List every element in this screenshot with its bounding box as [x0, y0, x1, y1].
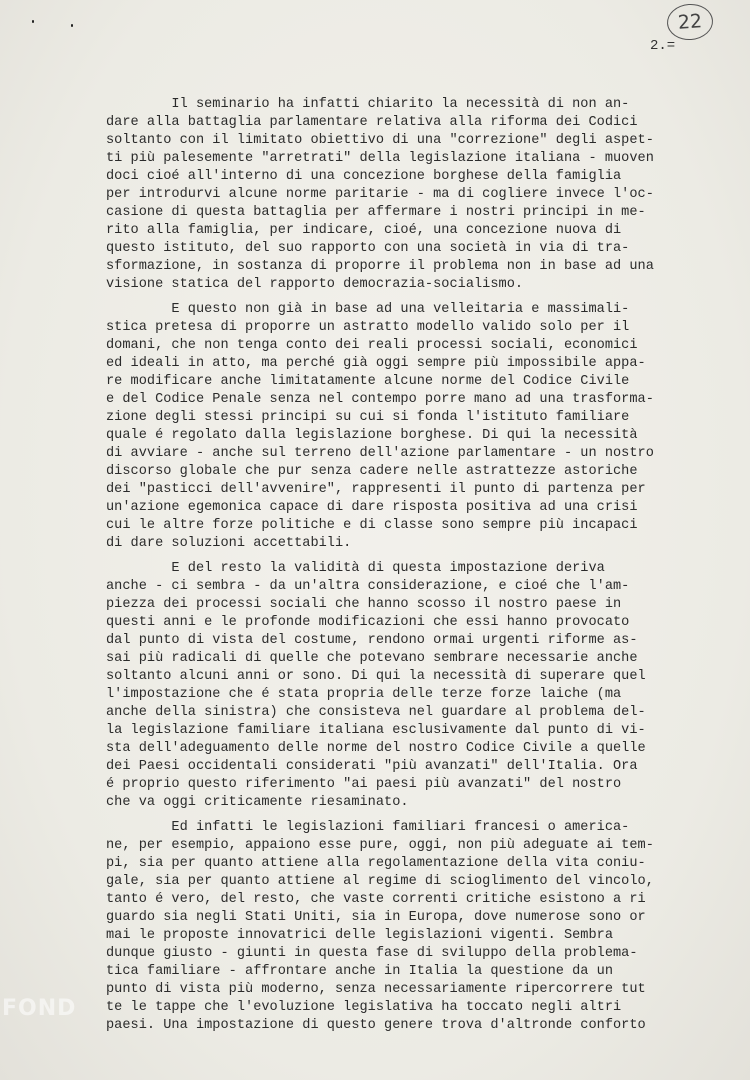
- page-stamp: 22: [666, 2, 714, 41]
- text-line: domani, che non tenga conto dei reali processi sociali, economici: [106, 338, 638, 353]
- text-line: Ed infatti le legislazioni familiari francesi o america-: [106, 820, 630, 835]
- text-line: mai le proposte innovatrici delle legislazioni vigenti. Sembra: [106, 928, 614, 943]
- text-line: pi, sia per quanto attiene alla regolamentazione della vita coniu-: [106, 856, 646, 871]
- ink-speck: [32, 20, 34, 23]
- text-line: soltanto alcuni anni or sono. Di qui la necessità di superare quel: [106, 669, 646, 684]
- text-line: un'azione egemonica capace di dare risposta positiva ad una crisi: [106, 500, 638, 515]
- text-line: sta dell'adeguamento delle norme del nostro Codice Civile a quelle: [106, 741, 646, 756]
- text-line: anche della sinistra) che consisteva nel guardare al problema del-: [106, 705, 646, 720]
- document-body: [106, 96, 716, 1042]
- text-line: guardo sia negli Stati Uniti, sia in Europa, dove numerose sono or: [106, 910, 646, 925]
- text-line: ti più palesemente "arretrati" della legislazione italiana - muoven: [106, 151, 654, 166]
- text-line: tanto é vero, del resto, che vaste correnti critiche esistono a ri: [106, 892, 646, 907]
- text-line: l'impostazione che é stata propria delle terze forze laiche (ma: [106, 687, 622, 702]
- paragraph: [106, 96, 716, 294]
- text-line: dal punto di vista del costume, rendono ormai urgenti riforme as-: [106, 633, 638, 648]
- text-line: questo istituto, del suo rapporto con una società in via di tra-: [106, 241, 630, 256]
- text-line: rito alla famiglia, per indicare, cioé, una concezione nuova di: [106, 223, 622, 238]
- text-line: dunque giusto - giunti in questa fase di sviluppo della problema-: [106, 946, 638, 961]
- text-line: sai più radicali di quelle che potevano sembrare necessarie anche: [106, 651, 638, 666]
- text-line: di dare soluzioni accettabili.: [106, 536, 352, 551]
- text-line: discorso globale che pur senza cadere nelle astrattezze astoriche: [106, 464, 638, 479]
- text-line: dei Paesi occidentali considerati "più avanzati" dell'Italia. Ora: [106, 759, 638, 774]
- text-line: tica familiare - affrontare anche in Italia la questione da un: [106, 964, 614, 979]
- ink-speck: [71, 24, 73, 27]
- text-line: per introdurvi alcune norme paritarie - ma di cogliere invece l'oc-: [106, 187, 654, 202]
- text-line: zione degli stessi principi su cui si fonda l'istituto familiare: [106, 410, 630, 425]
- text-line: re modificare anche limitatamente alcune norme del Codice Civile: [106, 374, 630, 389]
- text-line: che va oggi criticamente riesaminato.: [106, 795, 409, 810]
- text-line: E questo non già in base ad una velleitaria e massimali-: [106, 302, 630, 317]
- text-line: E del resto la validità di questa impostazione deriva: [106, 561, 605, 576]
- text-line: sformazione, in sostanza di proporre il problema non in base ad una: [106, 259, 654, 274]
- text-line: stica pretesa di proporre un astratto modello valido solo per il: [106, 320, 630, 335]
- watermark-logo: FOND: [2, 996, 77, 1021]
- text-line: Il seminario ha infatti chiarito la necessità di non an-: [106, 97, 630, 112]
- text-line: dare alla battaglia parlamentare relativa alla riforma dei Codici: [106, 115, 638, 130]
- text-line: casione di questa battaglia per affermare i nostri principi in me-: [106, 205, 646, 220]
- text-line: cui le altre forze politiche e di classe sono sempre più incapaci: [106, 518, 638, 533]
- text-line: é proprio questo riferimento "ai paesi più avanzati" del nostro: [106, 777, 622, 792]
- text-line: punto di vista più moderno, senza necessariamente ripercorrere tut: [106, 982, 646, 997]
- text-line: soltanto con il limitato obiettivo di una "correzione" degli aspet-: [106, 133, 654, 148]
- text-line: questi anni e le profonde modificazioni che essi hanno provocato: [106, 615, 630, 630]
- text-line: doci cioé all'interno di una concezione borghese della famiglia: [106, 169, 622, 184]
- text-line: quale é regolato dalla legislazione borghese. Di qui la necessità: [106, 428, 638, 443]
- text-line: ed ideali in atto, ma perché già oggi sempre più impossibile appa-: [106, 356, 646, 371]
- text-line: dei "pasticci dell'avvenire", rappresenti il punto di partenza per: [106, 482, 646, 497]
- paragraph: [106, 560, 716, 812]
- text-line: paesi. Una impostazione di questo genere trova d'altronde conforto: [106, 1018, 646, 1033]
- text-line: di avviare - anche sul terreno dell'azione parlamentare - un nostro: [106, 446, 654, 461]
- text-line: ne, per esempio, appaiono esse pure, oggi, non più adeguate ai tem-: [106, 838, 654, 853]
- text-line: la legislazione familiare italiana esclusivamente dal punto di vi-: [106, 723, 646, 738]
- text-line: piezza dei processi sociali che hanno scosso il nostro paese in: [106, 597, 622, 612]
- paragraph: [106, 819, 716, 1035]
- text-line: e del Codice Penale senza nel contempo porre mano ad una trasforma-: [106, 392, 654, 407]
- page-number: 2.=: [650, 38, 676, 54]
- text-line: anche - ci sembra - da un'altra considerazione, e cioé che l'am-: [106, 579, 630, 594]
- text-line: visione statica del rapporto democrazia-socialismo.: [106, 277, 524, 292]
- paragraph: [106, 301, 716, 553]
- text-line: gale, sia per quanto attiene al regime di scioglimento del vincolo,: [106, 874, 654, 889]
- text-line: te le tappe che l'evoluzione legislativa ha toccato negli altri: [106, 1000, 622, 1015]
